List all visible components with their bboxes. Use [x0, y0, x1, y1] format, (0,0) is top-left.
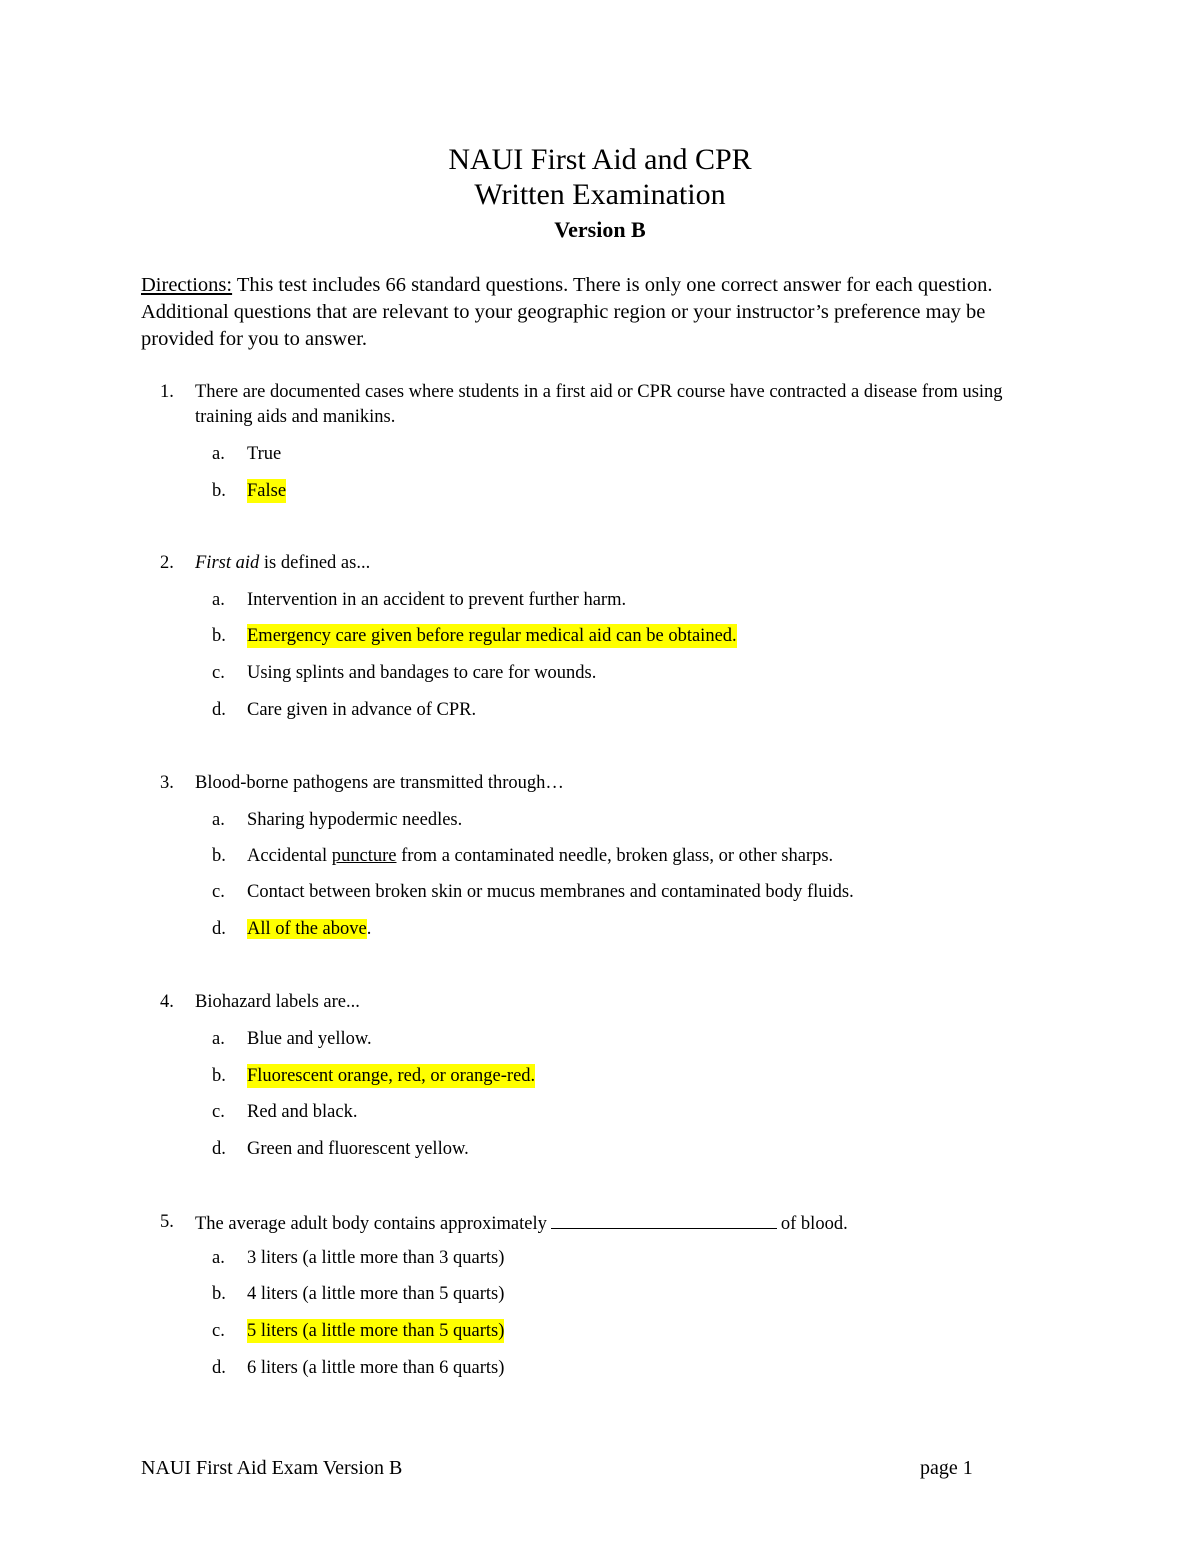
question-text	[195, 1210, 1055, 1237]
exam-title: NAUI First Aid and CPR	[448, 143, 752, 176]
option-text: Green and fluorescent yellow.	[247, 1139, 469, 1159]
option-text: Using splints and bandages to care for wounds.	[247, 663, 597, 683]
option-text	[247, 844, 833, 868]
question-text-italic: First aid	[195, 553, 260, 573]
option-letter: b.	[212, 1066, 226, 1086]
correct-answer-highlight: All of the above	[247, 919, 367, 939]
option-letter: b.	[212, 481, 226, 501]
question-number: 5.	[160, 1212, 174, 1232]
exam-version: Version B	[554, 217, 646, 242]
option-text-post: from a contaminated needle, broken glass, or other sharps.	[396, 846, 834, 866]
correct-answer-highlight: Fluorescent orange, red, or orange-red.	[247, 1066, 536, 1086]
option-text: 6 liters (a little more than 6 quarts)	[247, 1358, 505, 1378]
question-text-post: of blood.	[780, 1214, 848, 1234]
question-number: 2.	[160, 553, 174, 573]
option-text: Intervention in an accident to prevent further harm.	[247, 590, 627, 610]
option-letter: b.	[212, 1284, 226, 1304]
option-text: Sharing hypodermic needles.	[247, 810, 463, 830]
directions-label: Directions:	[141, 274, 233, 296]
option-text: Contact between broken skin or mucus membranes and contaminated body fluids.	[247, 882, 854, 902]
option-letter: a.	[212, 1248, 225, 1268]
option-letter: a.	[212, 590, 225, 610]
option-letter: d.	[212, 1358, 226, 1378]
question-text-rest: is defined as...	[259, 553, 371, 573]
question-number: 3.	[160, 773, 174, 793]
option-text: 3 liters (a little more than 3 quarts)	[247, 1248, 505, 1268]
option-letter: a.	[212, 810, 225, 830]
question-text	[195, 551, 1055, 576]
option-letter: c.	[212, 1102, 225, 1122]
question-number: 4.	[160, 992, 174, 1012]
page-number: page 1	[920, 1457, 973, 1479]
correct-answer-highlight: False	[247, 481, 287, 501]
question-text: Blood-borne pathogens are transmitted through…	[195, 773, 564, 793]
option-text: Blue and yellow.	[247, 1029, 372, 1049]
exam-subtitle: Written Examination	[474, 178, 726, 211]
option-letter: c.	[212, 663, 225, 683]
question-text: There are documented cases where students in a first aid or CPR course have contracted a disease from using training aids and manikins.	[195, 382, 1003, 427]
question-number: 1.	[160, 382, 174, 402]
option-text-after: .	[366, 919, 372, 939]
option-letter: d.	[212, 1139, 226, 1159]
option-letter: a.	[212, 444, 225, 464]
directions-paragraph	[141, 272, 1061, 353]
correct-answer-highlight: Emergency care given before regular medical aid can be obtained.	[247, 626, 737, 646]
option-letter: d.	[212, 700, 226, 720]
option-letter: a.	[212, 1029, 225, 1049]
fill-in-blank-line	[551, 1210, 777, 1229]
option-letter: d.	[212, 919, 226, 939]
footer-title: NAUI First Aid Exam Version B	[141, 1457, 403, 1479]
option-letter: c.	[212, 1321, 225, 1341]
option-text	[247, 917, 371, 941]
question-text-pre: The average adult body contains approximately	[195, 1214, 547, 1234]
option-letter: b.	[212, 846, 226, 866]
option-text-underlined: puncture	[331, 846, 397, 866]
option-text: Care given in advance of CPR.	[247, 700, 477, 720]
option-letter: b.	[212, 626, 226, 646]
question-text: Biohazard labels are...	[195, 992, 360, 1012]
option-text-pre: Accidental	[247, 846, 332, 866]
correct-answer-highlight: 5 liters (a little more than 5 quarts)	[247, 1321, 505, 1341]
option-text: 4 liters (a little more than 5 quarts)	[247, 1284, 505, 1304]
directions-text: This test includes 66 standard questions. There is only one correct answer for each question. Additional questions that are relevant to your geographic region or your instructor’s preference may be provided for you to answer.	[141, 274, 993, 350]
option-text: Red and black.	[247, 1102, 358, 1122]
option-letter: c.	[212, 882, 225, 902]
option-text: True	[247, 444, 282, 464]
